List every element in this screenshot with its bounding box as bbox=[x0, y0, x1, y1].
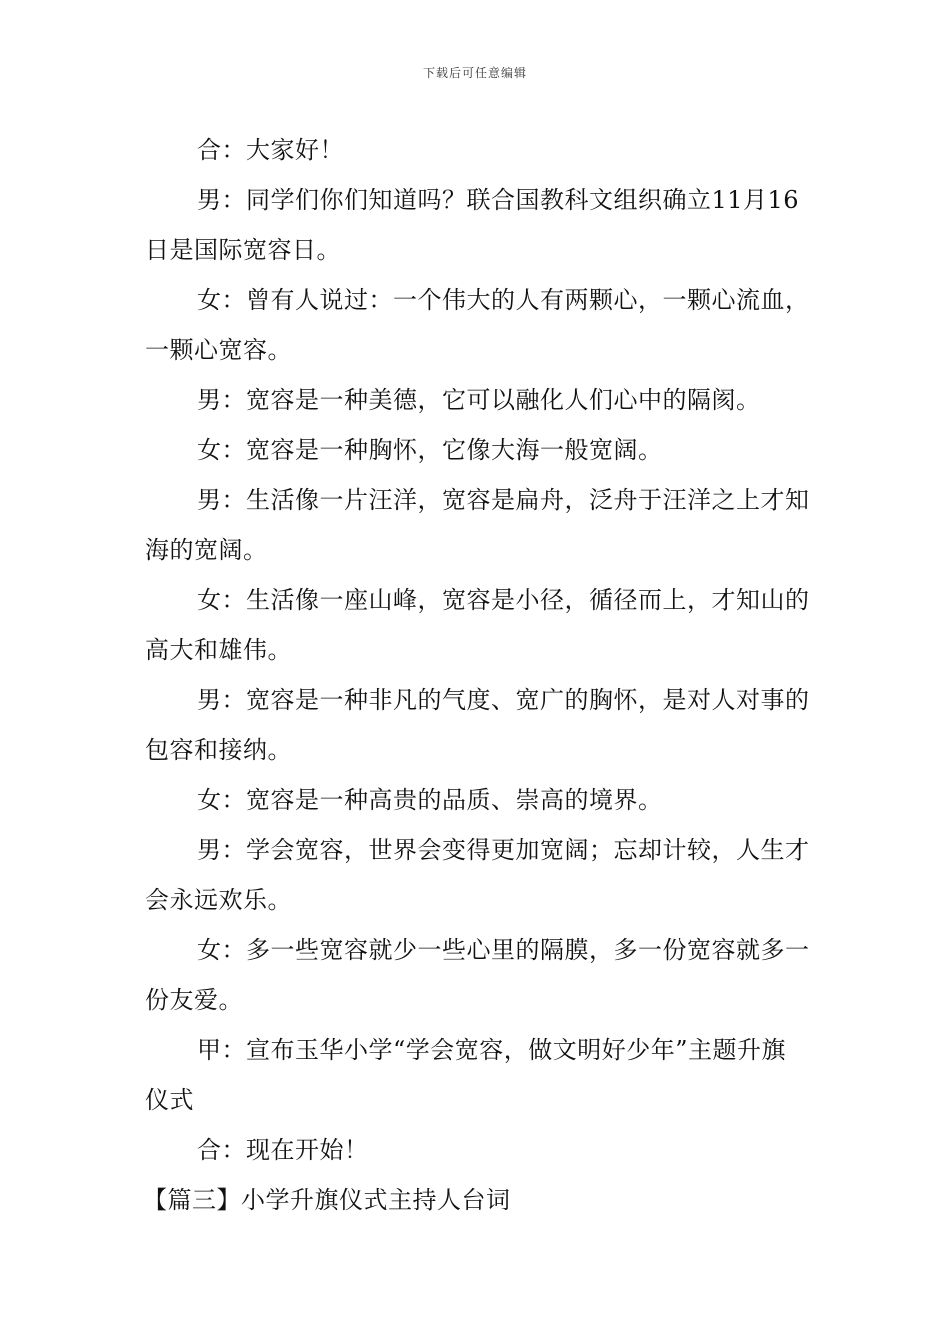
paragraph: 女：生活像一座山峰，宽容是小径，循径而上，才知山的高大和雄伟。 bbox=[145, 586, 810, 664]
paragraph: 合：现在开始！ bbox=[197, 1136, 369, 1164]
paragraph: 男：宽容是一种非凡的气度、宽广的胸怀，是对人对事的包容和接纳。 bbox=[145, 686, 810, 764]
paragraph: 女：多一些宽容就少一些心里的隔膜，多一份宽容就多一份友爱。 bbox=[145, 936, 810, 1014]
paragraph: 女：宽容是一种高贵的品质、崇高的境界。 bbox=[197, 786, 663, 814]
document-body bbox=[145, 125, 810, 1225]
paragraph: 女：宽容是一种胸怀，它像大海一般宽阔。 bbox=[197, 436, 663, 464]
paragraph: 甲：宣布玉华小学“学会宽容，做文明好少年”主题升旗仪式 bbox=[145, 1036, 787, 1114]
paragraph: 男：宽容是一种美德，它可以融化人们心中的隔阂。 bbox=[197, 386, 761, 414]
paragraph: 合：大家好！ bbox=[197, 136, 344, 164]
paragraph: 男：同学们你们知道吗？联合国教科文组织确立11月16日是国际宽容日。 bbox=[145, 186, 800, 264]
paragraph: 男：生活像一片汪洋，宽容是扁舟，泛舟于汪洋之上才知海的宽阔。 bbox=[145, 486, 810, 564]
section-title: 【篇三】小学升旗仪式主持人台词 bbox=[143, 1186, 511, 1214]
page-header-note: 下载后可任意编辑 bbox=[422, 66, 527, 80]
paragraph: 女：曾有人说过：一个伟大的人有两颗心，一颗心流血，一颗心宽容。 bbox=[145, 286, 810, 364]
paragraph: 男：学会宽容，世界会变得更加宽阔；忘却计较，人生才会永远欢乐。 bbox=[145, 836, 810, 914]
